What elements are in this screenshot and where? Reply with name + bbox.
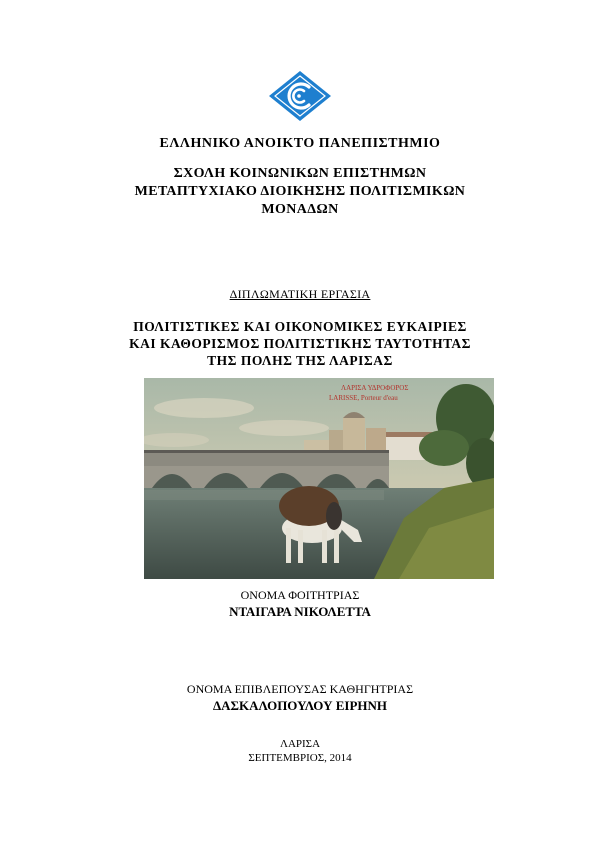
school-line: ΜΟΝΑΔΩΝ <box>261 202 339 217</box>
thesis-title <box>0 318 600 369</box>
university-name: ΕΛΛΗΝΙΚΟ ΑΝΟΙΚΤΟ ΠΑΝΕΠΙΣΤΗΜΙΟ <box>159 136 441 151</box>
student-label: ΟΝΟΜΑ ΦΟΙΤΗΤΡΙΑΣ <box>240 588 360 602</box>
title-line: ΠΟΛΙΤΙΣΤΙΚΕΣ ΚΑΙ ΟΙΚΟΝΟΜΙΚΕΣ ΕΥΚΑΙΡΙΕΣ <box>133 319 467 334</box>
university-logo-icon <box>268 70 332 122</box>
school-line: ΜΕΤΑΠΤΥΧΙΑΚΟ ΔΙΟΙΚΗΣΗΣ ΠΟΛΙΤΙΣΜΙΚΩΝ <box>134 184 466 199</box>
student-name: ΝΤΑΙΓΑΡΑ ΝΙΚΟΛΕΤΤΑ <box>229 604 371 619</box>
school-line: ΣΧΟΛΗ ΚΟΙΝΩΝΙΚΩΝ ΕΠΙΣΤΗΜΩΝ <box>173 166 427 181</box>
title-line: ΚΑΙ ΚΑΘΟΡΙΣΜΟΣ ΠΟΛΙΤΙΣΤΙΚΗΣ ΤΑΥΤΟΤΗΤΑΣ <box>129 336 471 351</box>
postcard-caption: ΛΑΡΙΣΑ ΥΔΡΟΦΟΡΟΣ <box>341 384 409 392</box>
postcard-caption: LARISSE, Porteur d'eau <box>329 394 398 402</box>
supervisor-name: ΔΑΣΚΑΛΟΠΟΥΛΟΥ ΕΙΡΗΝΗ <box>212 698 387 713</box>
supervisor-label: ΟΝΟΜΑ ΕΠΙΒΛΕΠΟΥΣΑΣ ΚΑΘΗΓΗΤΡΙΑΣ <box>186 682 414 696</box>
date: ΣΕΠΤΕΜΒΡΙΟΣ, 2014 <box>248 752 352 764</box>
school-block <box>0 165 600 219</box>
place: ΛΑΡΙΣΑ <box>279 738 321 750</box>
thesis-label: ΔΙΠΛΩΜΑΤΙΚΗ ΕΡΓΑΣΙΑ <box>229 287 371 301</box>
title-line: ΤΗΣ ΠΟΛΗΣ ΤΗΣ ΛΑΡΙΣΑΣ <box>207 353 393 368</box>
postcard-image <box>144 378 494 579</box>
